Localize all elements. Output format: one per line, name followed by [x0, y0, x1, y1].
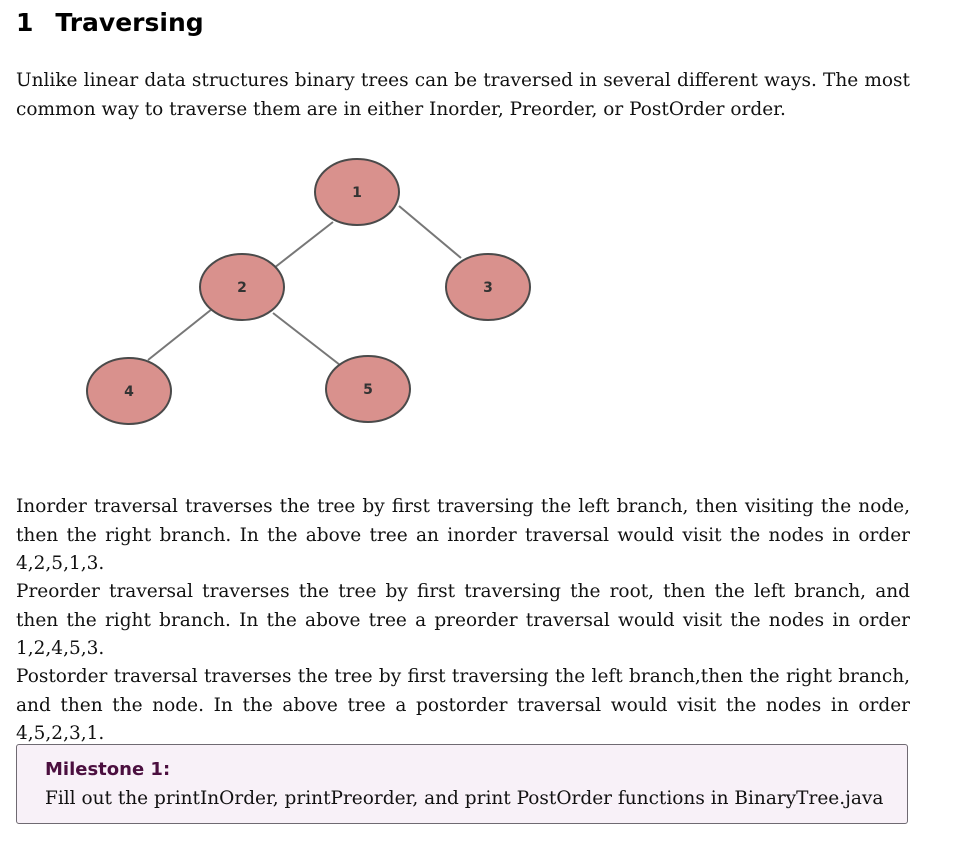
- tree-node-1-label: 1: [352, 185, 362, 201]
- tree-node: [200, 254, 284, 320]
- postorder-paragraph: Postorder traversal traverses the tree by first traversing the left branch,then the right branch, and then the node. In the above tree a postorder traversal would visit the nodes in order 4,5,2,3,1.: [16, 666, 910, 744]
- tree-edge-1-2: [274, 222, 333, 268]
- tree-node-5-label: 5: [363, 382, 373, 398]
- tree-edge-2-4: [148, 309, 212, 360]
- tree-edge-2-5: [273, 313, 340, 365]
- tree-node-3-label: 3: [483, 280, 493, 296]
- tree-node: [315, 159, 399, 225]
- tree-node: [326, 356, 410, 422]
- preorder-paragraph: Preorder traversal traverses the tree by first traversing the root, then the left branch, and then the right branch. In the above tree a preorder traversal would visit the nodes in order 1,2,4,5,3.: [16, 581, 910, 659]
- section-number: 1: [16, 8, 34, 37]
- tree-node: [446, 254, 530, 320]
- milestone-box: [16, 744, 908, 824]
- section-title: Traversing: [55, 8, 204, 37]
- tree-edges: [148, 206, 461, 365]
- tree-node-2-label: 2: [237, 280, 247, 296]
- section-heading: [16, 6, 204, 40]
- milestone-title: Milestone 1:: [45, 759, 171, 780]
- tree-node-4-label: 4: [124, 384, 134, 400]
- intro-paragraph: Unlike linear data structures binary trees can be traversed in several different ways. The most common way to traverse them are in either Inorder, Preorder, or PostOrder order.: [16, 70, 910, 120]
- binary-tree-diagram: [0, 150, 560, 440]
- milestone-text: Fill out the printInOrder, printPreorder, and print PostOrder functions in BinaryTree.java: [45, 788, 884, 809]
- tree-edge-1-3: [399, 206, 461, 258]
- tree-node: [87, 358, 171, 424]
- inorder-paragraph: Inorder traversal traverses the tree by first traversing the left branch, then visiting the node, then the right branch. In the above tree an inorder traversal would visit the nodes in order 4,2,5,1,3.: [16, 496, 910, 574]
